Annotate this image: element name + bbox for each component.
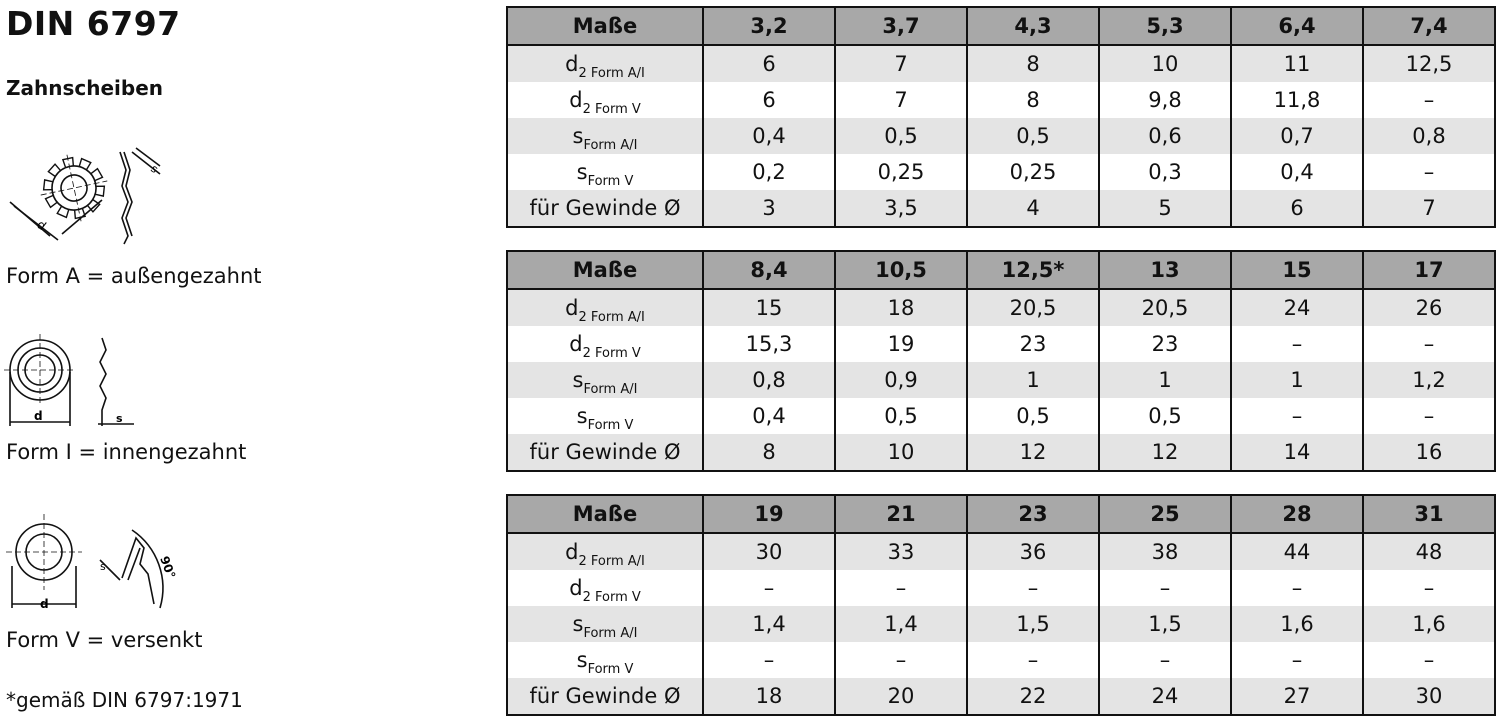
table-row	[507, 642, 1495, 678]
table-cell: 0,5	[967, 398, 1099, 434]
table-cell: 1,6	[1231, 606, 1363, 642]
form-i-label: Form I = innengezahnt	[6, 440, 247, 464]
table-cell: 0,4	[703, 118, 835, 154]
column-header: 31	[1363, 495, 1495, 533]
header-label: Maße	[507, 495, 703, 533]
table-cell: 8	[703, 434, 835, 471]
table-cell: 5	[1099, 190, 1231, 227]
table-cell: 19	[835, 326, 967, 362]
table-cell: 1,2	[1363, 362, 1495, 398]
table-cell: 15	[703, 289, 835, 326]
column-header: 15	[1231, 251, 1363, 289]
table-cell: 1,6	[1363, 606, 1495, 642]
table-cell: 4	[967, 190, 1099, 227]
column-header: 4,3	[967, 7, 1099, 45]
table-row	[507, 326, 1495, 362]
form-v-label: Form V = versenkt	[6, 628, 203, 652]
table-cell: 16	[1363, 434, 1495, 471]
table-cell: –	[1363, 154, 1495, 190]
table-cell: 0,5	[1099, 398, 1231, 434]
table-cell: 0,5	[835, 398, 967, 434]
table-cell: 7	[1363, 190, 1495, 227]
table-row	[507, 190, 1495, 227]
svg-text:s: s	[100, 560, 106, 573]
table-cell: 20,5	[967, 289, 1099, 326]
form-i-washer-diagram	[4, 330, 144, 430]
table-cell: –	[1099, 642, 1231, 678]
table-cell: –	[835, 570, 967, 606]
table-row	[507, 434, 1495, 471]
table-cell: 0,9	[835, 362, 967, 398]
row-label: $d_{2 Form V}$	[507, 82, 703, 118]
table-cell: –	[1231, 642, 1363, 678]
table-cell: 0,6	[1099, 118, 1231, 154]
table-cell: 9,8	[1099, 82, 1231, 118]
table-cell: –	[1363, 326, 1495, 362]
table-cell: 0,25	[835, 154, 967, 190]
table-row	[507, 82, 1495, 118]
table-cell: 1,4	[703, 606, 835, 642]
table-cell: 15,3	[703, 326, 835, 362]
column-header: 19	[703, 495, 835, 533]
table-cell: 24	[1099, 678, 1231, 715]
table-cell: 1,5	[967, 606, 1099, 642]
column-header: 6,4	[1231, 7, 1363, 45]
table-cell: 10	[1099, 45, 1231, 82]
table-cell: –	[1363, 82, 1495, 118]
form-a-washer-diagram	[4, 140, 184, 252]
svg-text:d: d	[40, 597, 49, 611]
table-cell: 30	[703, 533, 835, 570]
table-cell: 18	[703, 678, 835, 715]
table-cell: 48	[1363, 533, 1495, 570]
table-cell: 0,8	[1363, 118, 1495, 154]
table-cell: –	[1363, 398, 1495, 434]
row-label: für Gewinde Ø	[507, 434, 703, 471]
table-cell: 8	[967, 82, 1099, 118]
table-cell: 0,4	[703, 398, 835, 434]
table-cell: 11	[1231, 45, 1363, 82]
table-cell: –	[967, 642, 1099, 678]
table-cell: 6	[703, 82, 835, 118]
dimensions-table-2	[506, 250, 1496, 472]
column-header: 12,5*	[967, 251, 1099, 289]
table-cell: 20	[835, 678, 967, 715]
table-cell: 1	[967, 362, 1099, 398]
table-cell: 23	[967, 326, 1099, 362]
table-cell: 0,5	[835, 118, 967, 154]
table-cell: 0,8	[703, 362, 835, 398]
form-a-label: Form A = außengezahnt	[6, 264, 262, 288]
table-cell: 0,25	[967, 154, 1099, 190]
table-cell: –	[835, 642, 967, 678]
row-label: für Gewinde Ø	[507, 678, 703, 715]
table-row	[507, 570, 1495, 606]
table-cell: 27	[1231, 678, 1363, 715]
column-header: 3,2	[703, 7, 835, 45]
table-cell: –	[1099, 570, 1231, 606]
table-cell: 18	[835, 289, 967, 326]
table-cell: –	[1231, 398, 1363, 434]
table-cell: 6	[1231, 190, 1363, 227]
column-header: 28	[1231, 495, 1363, 533]
row-label: $d_{2 Form A/I}$	[507, 289, 703, 326]
row-label: $s_{Form A/I}$	[507, 118, 703, 154]
table-header-row	[507, 251, 1495, 289]
column-header: 7,4	[1363, 7, 1495, 45]
table-cell: 3,5	[835, 190, 967, 227]
table-cell: 33	[835, 533, 967, 570]
table-row	[507, 362, 1495, 398]
table-cell: 10	[835, 434, 967, 471]
table-cell: 12,5	[1363, 45, 1495, 82]
footnote: *gemäß DIN 6797:1971	[6, 688, 243, 712]
svg-text:d: d	[34, 217, 49, 234]
svg-text:d: d	[34, 409, 43, 423]
table-cell: 14	[1231, 434, 1363, 471]
table-row	[507, 606, 1495, 642]
column-header: 10,5	[835, 251, 967, 289]
svg-text:s: s	[148, 162, 161, 176]
table-cell: 44	[1231, 533, 1363, 570]
table-cell: 7	[835, 82, 967, 118]
header-label: Maße	[507, 251, 703, 289]
table-row	[507, 289, 1495, 326]
table-cell: 1	[1231, 362, 1363, 398]
table-cell: 30	[1363, 678, 1495, 715]
row-label: $s_{Form V}$	[507, 154, 703, 190]
row-label: $s_{Form V}$	[507, 398, 703, 434]
column-header: 23	[967, 495, 1099, 533]
row-label: $d_{2 Form V}$	[507, 326, 703, 362]
table-cell: –	[1231, 326, 1363, 362]
table-row	[507, 533, 1495, 570]
table-cell: 0,7	[1231, 118, 1363, 154]
table-cell: 20,5	[1099, 289, 1231, 326]
table-row	[507, 398, 1495, 434]
column-header: 25	[1099, 495, 1231, 533]
table-cell: 0,2	[703, 154, 835, 190]
table-cell: 12	[1099, 434, 1231, 471]
table-cell: 0,4	[1231, 154, 1363, 190]
row-label: $d_{2 Form V}$	[507, 570, 703, 606]
table-cell: 0,3	[1099, 154, 1231, 190]
table-cell: –	[1363, 642, 1495, 678]
column-header: 3,7	[835, 7, 967, 45]
table-cell: –	[703, 570, 835, 606]
column-header: 8,4	[703, 251, 835, 289]
svg-text:90°: 90°	[157, 554, 179, 581]
header-label: Maße	[507, 7, 703, 45]
table-cell: 1,4	[835, 606, 967, 642]
table-cell: 36	[967, 533, 1099, 570]
table-cell: 6	[703, 45, 835, 82]
table-cell: –	[1363, 570, 1495, 606]
table-cell: –	[967, 570, 1099, 606]
table-cell: 7	[835, 45, 967, 82]
dimensions-table-1	[506, 6, 1496, 228]
row-label: $s_{Form V}$	[507, 642, 703, 678]
table-row	[507, 678, 1495, 715]
table-cell: 12	[967, 434, 1099, 471]
column-header: 5,3	[1099, 7, 1231, 45]
table-row	[507, 45, 1495, 82]
column-header: 13	[1099, 251, 1231, 289]
table-cell: 1	[1099, 362, 1231, 398]
column-header: 21	[835, 495, 967, 533]
row-label: für Gewinde Ø	[507, 190, 703, 227]
table-cell: 11,8	[1231, 82, 1363, 118]
table-cell: 22	[967, 678, 1099, 715]
table-row	[507, 118, 1495, 154]
row-label: $s_{Form A/I}$	[507, 606, 703, 642]
subtitle: Zahnscheiben	[6, 76, 164, 100]
table-header-row	[507, 495, 1495, 533]
dimensions-table-3	[506, 494, 1496, 716]
table-cell: 38	[1099, 533, 1231, 570]
row-label: $d_{2 Form A/I}$	[507, 533, 703, 570]
svg-text:s: s	[116, 412, 123, 425]
row-label: $s_{Form A/I}$	[507, 362, 703, 398]
table-cell: 3	[703, 190, 835, 227]
row-label: $d_{2 Form A/I}$	[507, 45, 703, 82]
table-cell: 1,5	[1099, 606, 1231, 642]
table-row	[507, 154, 1495, 190]
table-cell: –	[1231, 570, 1363, 606]
table-cell: 24	[1231, 289, 1363, 326]
table-cell: 26	[1363, 289, 1495, 326]
column-header: 17	[1363, 251, 1495, 289]
page-title: DIN 6797	[6, 4, 181, 43]
form-v-washer-diagram	[4, 508, 184, 620]
table-cell: 8	[967, 45, 1099, 82]
table-header-row	[507, 7, 1495, 45]
table-cell: 0,5	[967, 118, 1099, 154]
table-cell: 23	[1099, 326, 1231, 362]
table-cell: –	[703, 642, 835, 678]
